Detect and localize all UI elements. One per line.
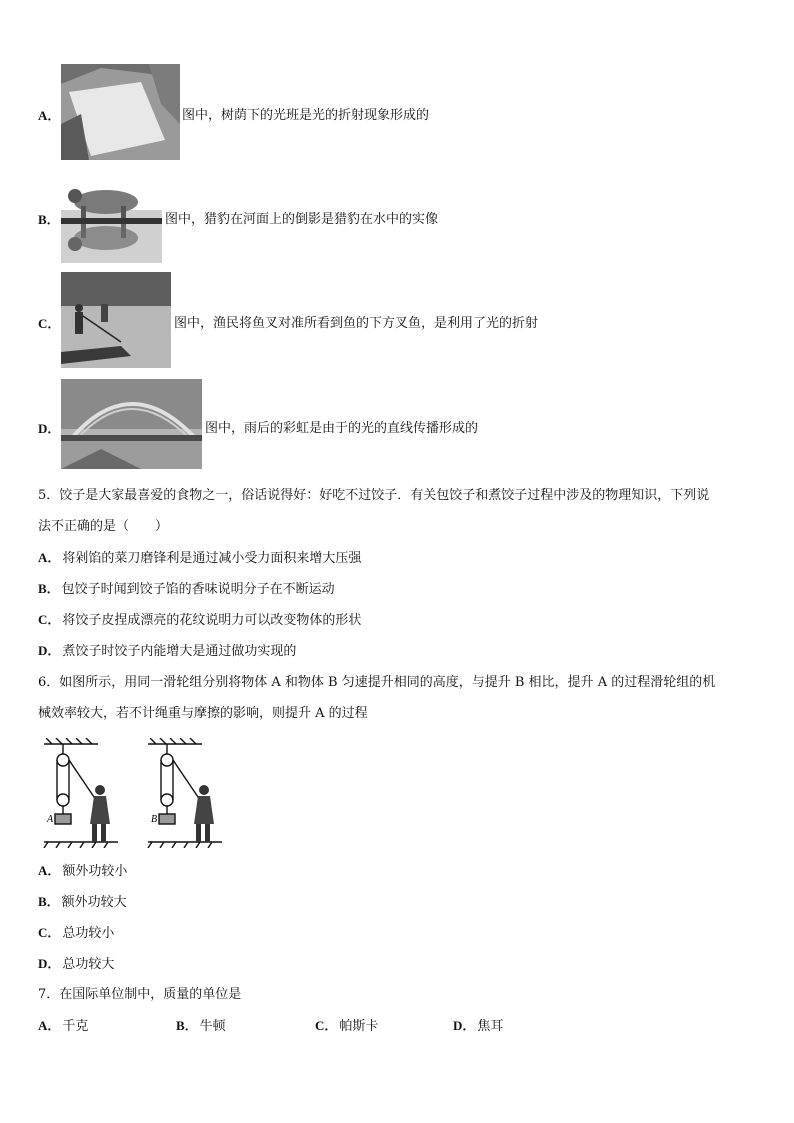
fisherman-photo-icon <box>61 272 171 368</box>
question-6-stem-line1: 6．如图所示，用同一滑轮组分别将物体 A 和物体 B 匀速提升相同的高度，与提升 B 相比，提升 A 的过程滑轮组的机 <box>38 675 716 690</box>
question-5-stem-line1: 5．饺子是大家最喜爱的食物之一，俗话说得好：好吃不过饺子．有关包饺子和煮饺子过程中涉及的物理知识，下列说 <box>38 488 710 503</box>
q6-option-c: C． 总功较小 <box>38 925 115 941</box>
option-letter: A． <box>38 108 61 123</box>
q7-option-c: C． 帕斯卡 <box>315 1018 379 1034</box>
q5-option-c: C． 将饺子皮捏成漂亮的花纹说明力可以改变物体的形状 <box>38 612 362 628</box>
light-spot-photo-icon <box>61 64 180 160</box>
q7-option-d: D． 焦耳 <box>453 1018 504 1034</box>
person-b-icon <box>194 785 214 842</box>
q6-option-d: D． 总功较大 <box>38 956 115 972</box>
q7-option-b: B． 牛顿 <box>176 1018 226 1034</box>
q7-option-a: A． 千克 <box>38 1018 89 1034</box>
person-a-icon <box>90 785 110 842</box>
leopard-reflection-photo-icon <box>61 180 162 263</box>
q5-option-b: B． 包饺子时闻到饺子馅的香味说明分子在不断运动 <box>38 581 335 597</box>
question-6-stem-line2: 械效率较大，若不计绳重与摩擦的影响，则提升 A 的过程 <box>38 706 368 721</box>
q6-option-b: B． 额外功较大 <box>38 894 127 910</box>
figure-label-a: A <box>47 814 54 825</box>
q5-option-d: D． 煮饺子时饺子内能增大是通过做功实现的 <box>38 643 297 659</box>
rainbow-photo-icon <box>61 379 202 469</box>
q6-option-a: A． 额外功较小 <box>38 863 128 879</box>
figure-label-b: B <box>151 814 158 825</box>
pulley-system-b <box>148 738 222 848</box>
question-7-stem: 7．在国际单位制中，质量的单位是 <box>38 987 242 1002</box>
question-5-stem-line2: 法不正确的是（ ） <box>38 519 169 534</box>
pulley-figure <box>38 738 228 848</box>
pulley-system-a <box>44 738 118 848</box>
q5-option-a: A． 将剁馅的菜刀磨锋利是通过减小受力面积来增大压强 <box>38 550 362 566</box>
